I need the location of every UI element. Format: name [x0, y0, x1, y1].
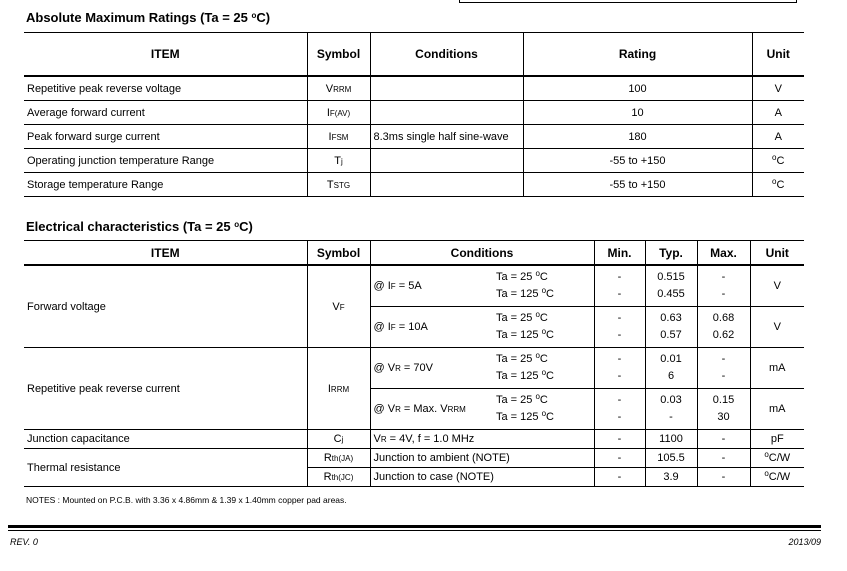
unit-cell: $^o$C [752, 149, 804, 173]
max-cell: 0.15 30 [697, 389, 750, 430]
table-row [24, 173, 804, 197]
conditions-cell: Junction to case (NOTE) [370, 468, 594, 487]
unit-cell: V [752, 76, 804, 101]
conditions-cell [370, 149, 523, 173]
min-cell: - - [594, 265, 645, 307]
max-cell: - [697, 449, 750, 468]
table-header-row [24, 241, 804, 266]
symbol-cell: VF [307, 265, 370, 348]
electrical-table [24, 240, 804, 487]
symbol-cell: IRRM [307, 348, 370, 430]
table-row [24, 430, 804, 449]
notes-text: NOTES : Mounted on P.C.B. with 3.36 x 4.86mm & 1.39 x 1.40mm copper pad areas. [26, 495, 347, 505]
typ-cell: 0.63 0.57 [645, 307, 697, 348]
item-cell: Operating junction temperature Range [24, 149, 307, 173]
conditions-cell [370, 173, 523, 197]
typ-cell: 0.03 - [645, 389, 697, 430]
table-row [24, 449, 804, 468]
min-cell: - [594, 449, 645, 468]
item-cell: Storage temperature Range [27, 178, 164, 191]
typ-cell: 0.515 0.455 [645, 265, 697, 307]
conditions-cell [370, 101, 523, 125]
symbol-cell: Rth(JC) [307, 468, 370, 487]
col-header-typ: Typ. [645, 241, 697, 266]
table-header-row [24, 33, 804, 77]
footer-rule-thin [8, 530, 821, 531]
min-cell: - [594, 430, 645, 449]
col-header-item: ITEM [24, 241, 307, 266]
table-row [24, 76, 804, 101]
conditions-cell: @ VR = 70V [370, 348, 493, 389]
footer-rule-thick [8, 525, 821, 528]
col-header-min: Min. [594, 241, 645, 266]
col-header-conditions: Conditions [370, 33, 523, 77]
symbol-cell: Rth(JA) [307, 449, 370, 468]
col-header-conditions: Conditions [370, 241, 594, 266]
min-cell: - - [594, 348, 645, 389]
col-header-symbol: Symbol [307, 33, 370, 77]
typ-cell: 0.01 6 [645, 348, 697, 389]
symbol-cell: IFSM [307, 125, 370, 149]
typ-cell: 1100 [645, 430, 697, 449]
table-row [24, 348, 804, 389]
unit-cell: $^o$C/W [750, 468, 804, 487]
max-cell: - [697, 430, 750, 449]
temperature-cell: Ta = 25 $^o$C Ta = 125 $^o$C [493, 265, 594, 307]
conditions-cell: Junction to ambient (NOTE) [370, 449, 594, 468]
rating-cell: -55 to +150 [523, 149, 752, 173]
rating-cell: 10 [523, 101, 752, 125]
unit-cell: A [752, 101, 804, 125]
table-row [24, 125, 804, 149]
item-cell: Repetitive peak reverse current [24, 348, 307, 430]
item-cell: Average forward current [24, 101, 307, 125]
symbol-cell: VRRM [307, 76, 370, 101]
symbol-cell: TSTG [307, 173, 370, 197]
item-cell: Thermal resistance [27, 461, 121, 474]
item-cell: Forward voltage [24, 265, 307, 348]
min-cell: - - [594, 307, 645, 348]
temperature-cell: Ta = 25 $^o$C Ta = 125 $^o$C [493, 389, 594, 430]
symbol-cell: IF(AV) [307, 101, 370, 125]
col-header-symbol: Symbol [307, 241, 370, 266]
typ-cell: 3.9 [645, 468, 697, 487]
min-cell: - - [594, 389, 645, 430]
item-cell: Repetitive peak reverse voltage [24, 76, 307, 101]
symbol-cell: Cj [307, 430, 370, 449]
temperature-cell: Ta = 25 $^o$C Ta = 125 $^o$C [493, 348, 594, 389]
temperature-cell: Ta = 25 $^o$C Ta = 125 $^o$C [493, 307, 594, 348]
ratings-title: Absolute Maximum Ratings (Ta = 25 $^o$C) [26, 10, 271, 25]
col-header-item: ITEM [24, 33, 307, 77]
table-row [24, 101, 804, 125]
unit-cell: pF [750, 430, 804, 449]
max-cell: 0.68 0.62 [697, 307, 750, 348]
conditions-cell: @ IF = 10A [370, 307, 493, 348]
rating-cell: 100 [523, 76, 752, 101]
rating-cell: -55 to +150 [523, 173, 752, 197]
date-label: 2013/09 [788, 537, 821, 547]
max-cell: - - [697, 265, 750, 307]
col-header-unit: Unit [752, 33, 804, 77]
item-cell: Junction capacitance [24, 430, 307, 449]
conditions-cell: 8.3ms single half sine-wave [370, 125, 523, 149]
conditions-cell: @ IF = 5A [370, 265, 493, 307]
table-row [24, 265, 804, 307]
table-row [24, 149, 804, 173]
max-cell: - - [697, 348, 750, 389]
typ-cell: 105.5 [645, 449, 697, 468]
conditions-cell: @ VR = Max. VRRM [370, 389, 493, 430]
col-header-unit: Unit [750, 241, 804, 266]
col-header-max: Max. [697, 241, 750, 266]
unit-cell: V [750, 265, 804, 307]
rating-cell: 180 [523, 125, 752, 149]
ratings-table [24, 32, 804, 197]
symbol-cell: Tj [307, 149, 370, 173]
unit-cell: A [752, 125, 804, 149]
unit-cell: mA [750, 348, 804, 389]
revision-label: REV. 0 [10, 537, 38, 547]
header-box [459, 0, 797, 3]
conditions-cell [370, 76, 523, 101]
max-cell: - [697, 468, 750, 487]
unit-cell: $^o$C [752, 173, 804, 197]
item-cell: Peak forward surge current [24, 125, 307, 149]
min-cell: - [594, 468, 645, 487]
col-header-rating: Rating [523, 33, 752, 77]
unit-cell: mA [750, 389, 804, 430]
electrical-title: Electrical characteristics (Ta = 25 $^o$C) [26, 219, 253, 234]
unit-cell: V [750, 307, 804, 348]
conditions-cell: VR = 4V, f = 1.0 MHz [370, 430, 594, 449]
unit-cell: $^o$C/W [750, 449, 804, 468]
